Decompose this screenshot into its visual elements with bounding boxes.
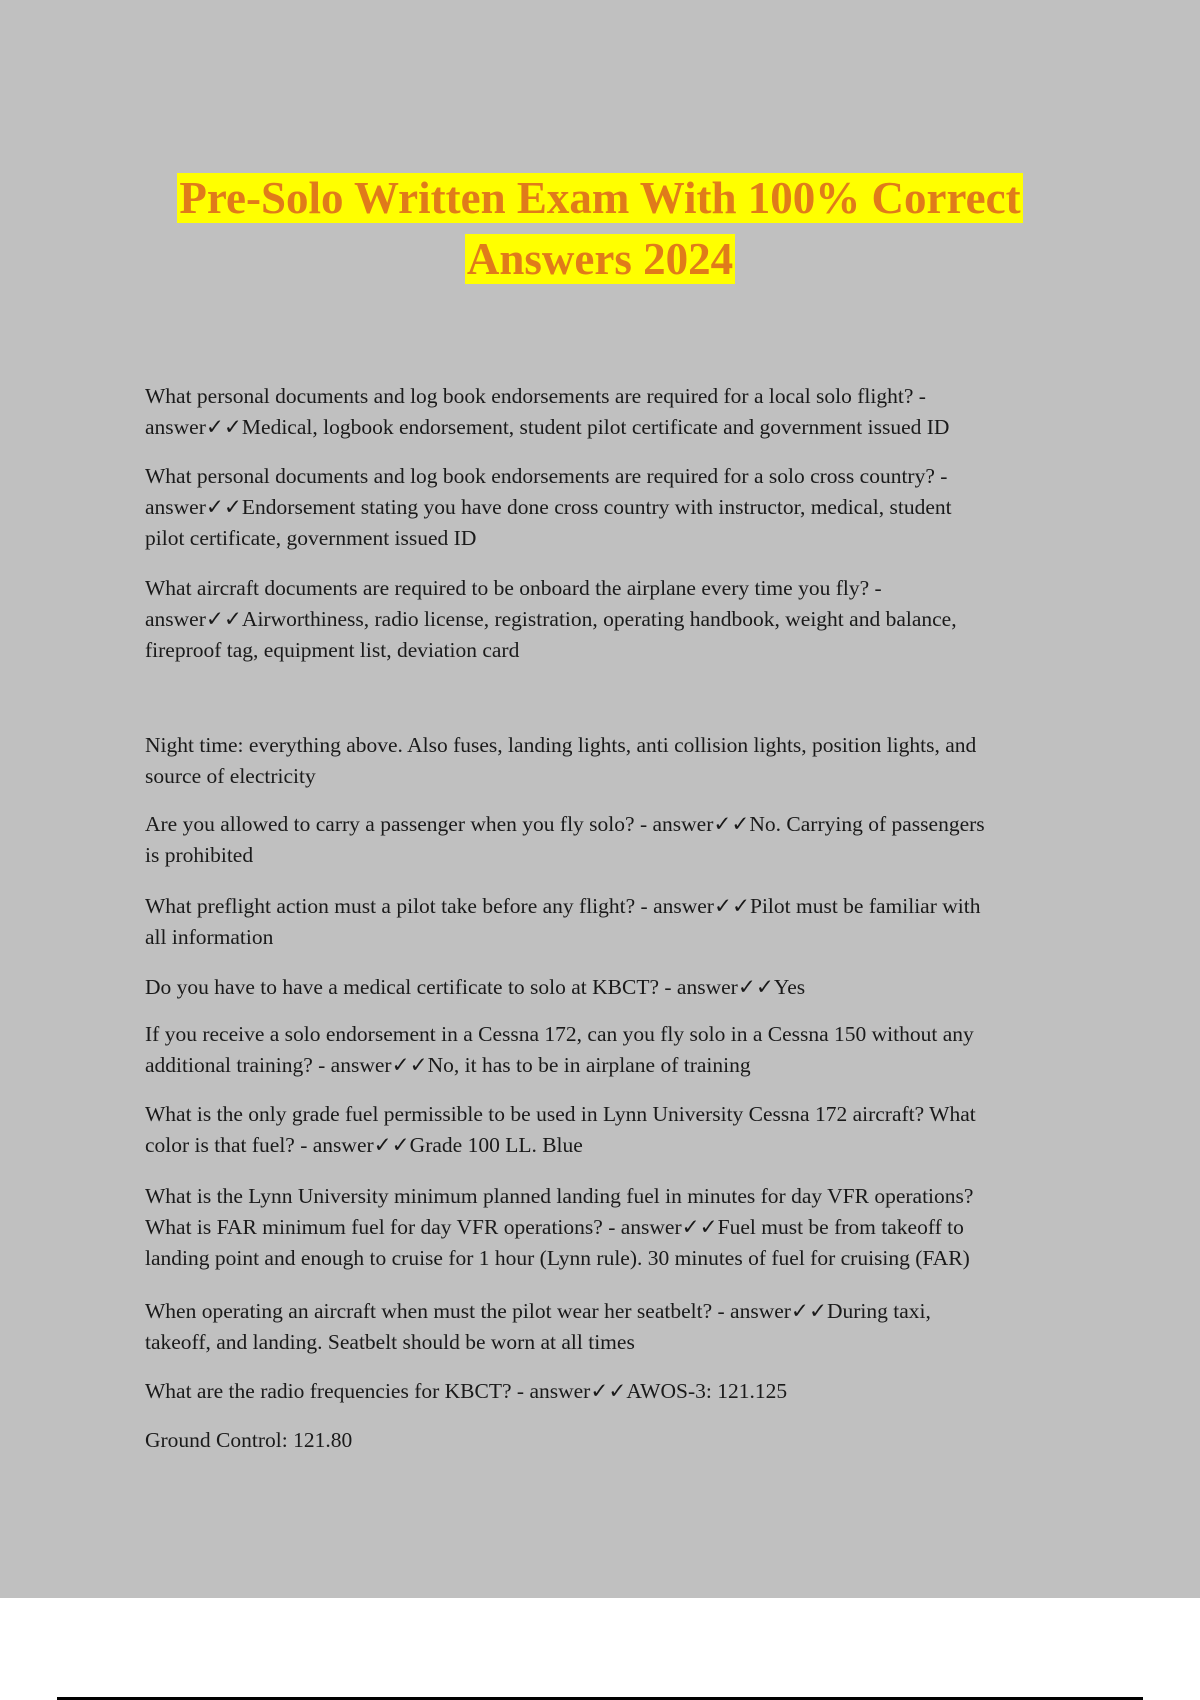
paragraph-line: What is FAR minimum fuel for day VFR operations? - answer✓✓Fuel must be from takeoff to xyxy=(145,1215,964,1239)
paragraph-line: What personal documents and log book endorsements are required for a solo cross country? - xyxy=(145,464,948,488)
paragraph-line: landing point and enough to cruise for 1 hour (Lynn rule). 30 minutes of fuel for cruising (FAR) xyxy=(145,1246,970,1270)
qa-paragraph xyxy=(145,1296,1095,1358)
paragraph-line: What is the only grade fuel permissible to be used in Lynn University Cessna 172 aircraft? What xyxy=(145,1102,976,1126)
paragraph-line: is prohibited xyxy=(145,843,254,867)
qa-paragraph xyxy=(145,1099,1095,1161)
qa-paragraph xyxy=(145,461,1095,554)
qa-paragraph xyxy=(145,730,1095,792)
paragraph-line: answer✓✓Endorsement stating you have done cross country with instructor, medical, student xyxy=(145,495,952,519)
paragraph-line: pilot certificate, government issued ID xyxy=(145,526,477,550)
qa-paragraph xyxy=(145,1425,1095,1456)
paragraph-line: all information xyxy=(145,925,274,949)
paragraph-line: additional training? - answer✓✓No, it has to be in airplane of training xyxy=(145,1053,751,1077)
paragraph-line: What are the radio frequencies for KBCT? - answer✓✓AWOS-3: 121.125 xyxy=(145,1379,788,1403)
paragraph-line: fireproof tag, equipment list, deviation card xyxy=(145,638,520,662)
paragraph-line: answer✓✓Medical, logbook endorsement, student pilot certificate and government issued ID xyxy=(145,415,950,439)
paragraph-line: When operating an aircraft when must the pilot wear her seatbelt? - answer✓✓During taxi, xyxy=(145,1299,931,1323)
paragraph-line: Ground Control: 121.80 xyxy=(145,1428,353,1452)
paragraph-line: Are you allowed to carry a passenger when you fly solo? - answer✓✓No. Carrying of passengers xyxy=(145,812,985,836)
qa-paragraph xyxy=(145,381,1095,443)
paragraph-line: Night time: everything above. Also fuses, landing lights, anti collision lights, position lights, and xyxy=(145,733,977,757)
title-highlight-1: Pre-Solo Written Exam With 100% Correct xyxy=(179,173,1021,223)
qa-paragraph xyxy=(145,1019,1095,1081)
paragraph-line: source of electricity xyxy=(145,764,316,788)
qa-paragraph xyxy=(145,891,1095,953)
title-line-1 xyxy=(0,168,1200,228)
title-highlight-2: Answers 2024 xyxy=(466,234,734,284)
paragraph-line: Do you have to have a medical certificate to solo at KBCT? - answer✓✓Yes xyxy=(145,975,806,999)
paragraph-line: takeoff, and landing. Seatbelt should be worn at all times xyxy=(145,1330,635,1354)
qa-paragraph xyxy=(145,972,1095,1003)
paragraph-line: answer✓✓Airworthiness, radio license, registration, operating handbook, weight and balance, xyxy=(145,607,957,631)
paragraph-line: If you receive a solo endorsement in a Cessna 172, can you fly solo in a Cessna 150 without any xyxy=(145,1022,974,1046)
title-line-2 xyxy=(0,229,1200,289)
paragraph-line: What preflight action must a pilot take before any flight? - answer✓✓Pilot must be familiar with xyxy=(145,894,981,918)
qa-paragraph xyxy=(145,809,1095,871)
paragraph-line: What aircraft documents are required to be onboard the airplane every time you fly? - xyxy=(145,576,882,600)
paragraph-line: What is the Lynn University minimum planned landing fuel in minutes for day VFR operations? xyxy=(145,1184,974,1208)
paragraph-line: color is that fuel? - answer✓✓Grade 100 LL. Blue xyxy=(145,1133,583,1157)
qa-paragraph xyxy=(145,573,1095,666)
paragraph-line: What personal documents and log book endorsements are required for a local solo flight? - xyxy=(145,384,926,408)
qa-paragraph xyxy=(145,1181,1095,1274)
qa-paragraph xyxy=(145,1376,1095,1407)
